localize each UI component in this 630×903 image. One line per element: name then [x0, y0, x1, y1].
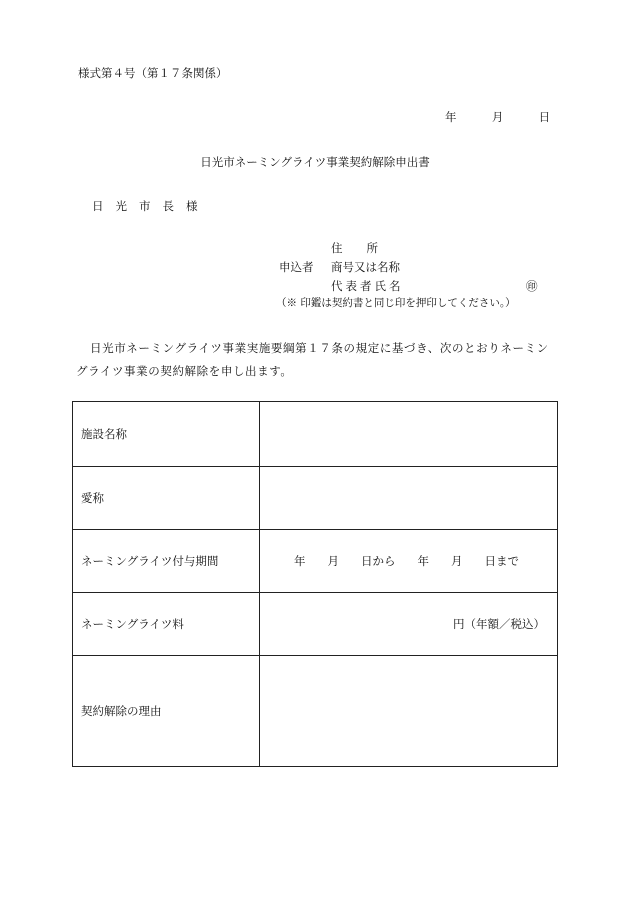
table-row [73, 656, 558, 767]
period-month-to: 月 [451, 554, 463, 568]
addressee: 日光市長様 [92, 199, 210, 213]
date-month: 月 [491, 110, 504, 124]
grant-period-field[interactable] [260, 530, 558, 593]
period-day-from: 日から [361, 554, 396, 568]
termination-reason-field[interactable] [260, 656, 558, 767]
naming-fee-label: ネーミングライツ料 [73, 593, 260, 656]
date-day: 日 [538, 110, 551, 124]
table-row [73, 593, 558, 656]
period-year-from: 年 [294, 554, 306, 568]
details-table [72, 401, 558, 767]
body-paragraph: 日光市ネーミングライツ事業実施要綱第１７条の規定に基づき、次のとおりネーミングライツ事業の契約解除を申し出ます。 [76, 341, 549, 378]
table-row [73, 467, 558, 530]
applicant-label: 申込者 [279, 260, 314, 274]
period-month-from: 月 [327, 554, 339, 568]
representative-label: 代表者氏名 [331, 279, 404, 293]
nickname-label: 愛称 [73, 467, 260, 530]
document-title: 日光市ネーミングライツ事業契約解除申出書 [200, 155, 430, 169]
facility-name-field[interactable] [260, 402, 558, 467]
period-day-to: 日まで [484, 554, 519, 568]
company-name-label: 商号又は名称 [331, 260, 400, 274]
seal-note: （※ 印鑑は契約書と同じ印を押印してください。） [276, 297, 516, 309]
table-row [73, 402, 558, 467]
period-year-to: 年 [417, 554, 429, 568]
facility-name-label: 施設名称 [73, 402, 260, 467]
date-year: 年 [445, 110, 457, 124]
table-row [73, 530, 558, 593]
address-label: 住所 [331, 241, 402, 255]
form-number: 様式第４号（第１７条関係） [78, 66, 228, 80]
grant-period-label: ネーミングライツ付与期間 [73, 530, 260, 593]
date-line [445, 112, 550, 124]
nickname-field[interactable] [260, 467, 558, 530]
termination-reason-label: 契約解除の理由 [73, 656, 260, 767]
naming-fee-field[interactable]: 円（年額／税込） [260, 593, 558, 656]
seal-mark-icon: ㊞ [526, 279, 538, 293]
